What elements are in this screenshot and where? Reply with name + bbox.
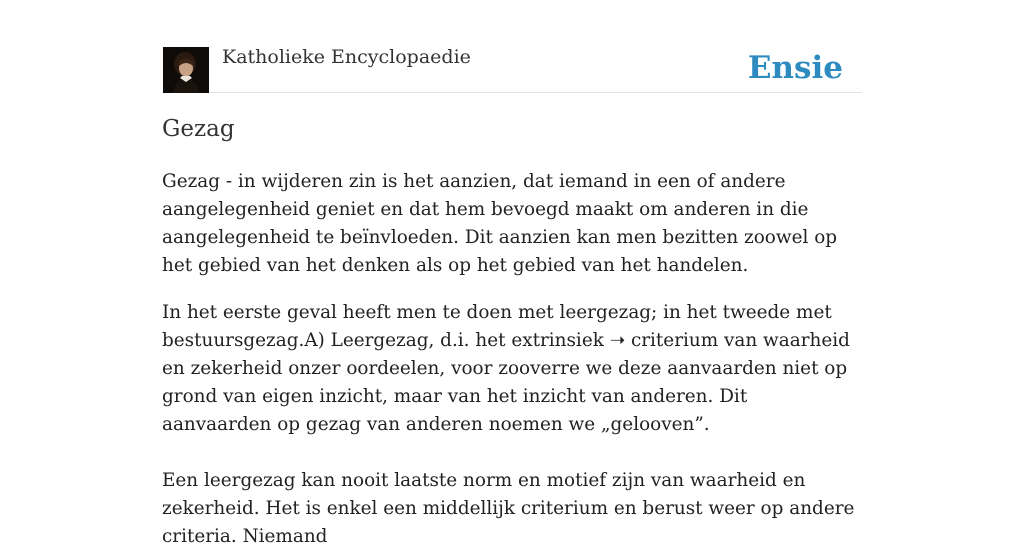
portrait-icon[interactable] bbox=[163, 47, 209, 93]
paragraph: In het eerste geval heeft men te doen met leergezag; in het tweede met bestuursgezag.A) Leergezag, d.i. het extrinsiek ➝ criterium van waarheid en zekerheid onzer oordeelen, voor zooverre we deze aanvaarden niet op grond van eigen inzicht, maar van het inzicht van anderen. Dit aanvaarden op gezag van anderen noemen we „gelooven”. bbox=[162, 302, 850, 435]
source-name[interactable]: Katholieke Encyclopaedie bbox=[222, 46, 471, 68]
paragraph: Een leergezag kan nooit laatste norm en motief zijn van waarheid en zekerheid. Het is enkel een middellijk criterium en berust weer op andere criteria. Niemand bbox=[162, 470, 855, 547]
site-header bbox=[162, 0, 862, 93]
article-body bbox=[162, 168, 862, 551]
paragraph: Gezag - in wijderen zin is het aanzien, dat iemand in een of andere aangelegenheid geniet en dat hem bevoegd maakt om anderen in die aangelegenheid te beïnvloeden. Dit aanzien kan men bezitten zoowel op het gebied van het denken als op het gebied van het handelen. bbox=[162, 171, 838, 276]
brand-logo[interactable]: Ensie bbox=[747, 50, 843, 86]
page-container bbox=[162, 0, 862, 547]
page-title: Gezag bbox=[162, 116, 235, 142]
